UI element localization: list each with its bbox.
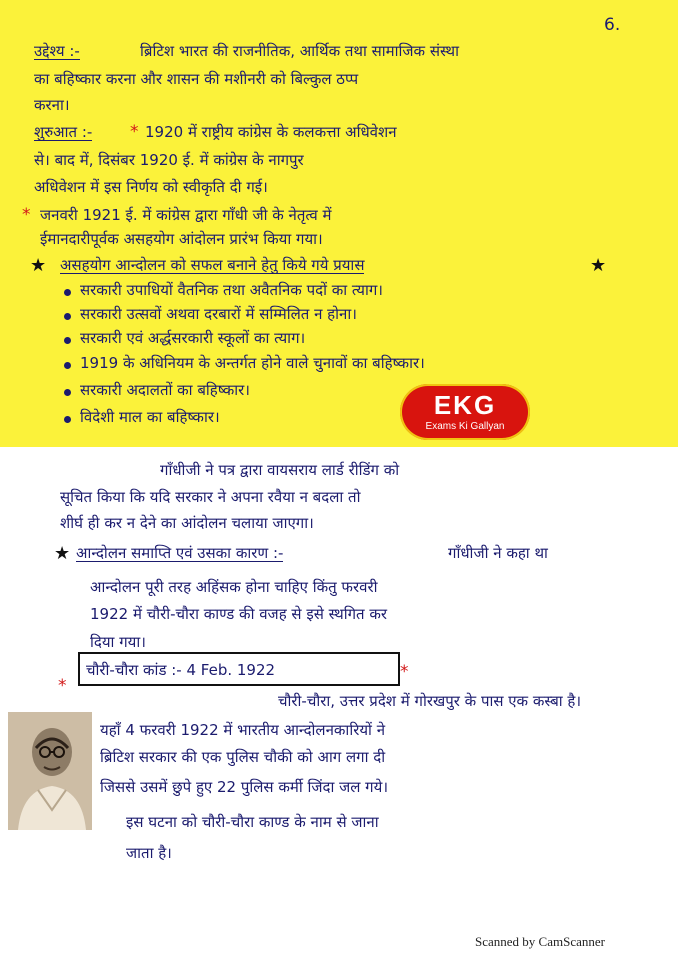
s1-line2: का बहिष्कार करना और शासन की मशीनरी को बिल्कुल ठप्प (34, 70, 359, 88)
s2-heading: शुरुआत :- (34, 123, 93, 141)
s6-line2: यहाँ 4 फरवरी 1922 में भारतीय आन्दोलनकारियों ने (100, 721, 386, 739)
s3-bullet-6: विदेशी माल का बहिष्कार। (80, 408, 220, 426)
bullet-icon (64, 289, 71, 296)
s5-heading: आन्दोलन समाप्ति एवं उसका कारण :- (76, 544, 284, 562)
s2-line2: से। बाद में, दिसंबर 1920 ई. में कांग्रेस के नागपुर (34, 151, 304, 169)
black-star-icon: ★ (30, 255, 47, 276)
s4-line3: शीर्घ ही कर न देने का आंदोलन चलाया जाएगा। (60, 514, 314, 532)
s2-line1: 1920 में राष्ट्रीय कांग्रेस के कलकत्ता अधिवेशन (145, 123, 397, 141)
s4-line1: गाँधीजी ने पत्र द्वारा वायसराय लार्ड रीडिंग को (160, 461, 400, 479)
s3-bullet-1: सरकारी उपाधियों वैतनिक तथा अवैतनिक पदों का त्याग। (80, 281, 383, 299)
s6-heading: चौरी-चौरा कांड :- 4 Feb. 1922 (86, 661, 276, 679)
s2-line3: अधिवेशन में इस निर्णय को स्वीकृति दी गई। (34, 178, 268, 196)
s6-line3: ब्रिटिश सरकार की एक पुलिस चौकी को आग लगा दी (100, 748, 386, 766)
red-star-icon: * (400, 662, 409, 682)
page-number: 6. (604, 15, 621, 35)
s3-bullet-2: सरकारी उत्सवों अथवा दरबारों में सम्मिलित न होना। (80, 305, 357, 323)
scanner-watermark: Scanned by CamScanner (475, 934, 605, 949)
s5-line3: 1922 में चौरी-चौरा काण्ड की वजह से इसे स्थगित कर (90, 605, 388, 623)
s4-line2: सूचित किया कि यदि सरकार ने अपना रवैया न बदला तो (60, 488, 361, 506)
bullet-icon (64, 313, 71, 320)
red-star-icon: * (58, 676, 67, 696)
s6-line1: चौरी-चौरा, उत्तर प्रदेश में गोरखपुर के पास एक कस्बा है। (278, 692, 582, 710)
s3-bullet-3: सरकारी एवं अर्द्धसरकारी स्कूलों का त्याग। (80, 329, 306, 347)
s2-line4: जनवरी 1921 ई. में कांग्रेस द्वारा गाँधी जी के नेतृत्व में (40, 206, 332, 224)
s6-line4: जिससे उसमें छुपे हुए 22 पुलिस कर्मी जिंदा जल गये। (100, 778, 389, 796)
logo-subtitle: Exams Ki Gallyan (425, 421, 505, 432)
s3-heading: असहयोग आन्दोलन को सफल बनाने हेतु किये गये प्रयास (60, 256, 365, 274)
red-star-icon: * (22, 205, 31, 225)
logo-title: EKG (433, 390, 497, 420)
ekg-logo (400, 384, 530, 440)
s1-line1: ब्रिटिश भारत की राजनीतिक, आर्थिक तथा सामाजिक संस्था (140, 42, 459, 60)
bullet-icon (64, 337, 71, 344)
bullet-icon (64, 389, 71, 396)
s5-line1: गाँधीजी ने कहा था (448, 544, 548, 562)
s5-line2: आन्दोलन पूरी तरह अहिंसक होना चाहिए किंतु फरवरी (90, 578, 378, 596)
black-star-icon: ★ (54, 543, 71, 564)
s2-line5: ईमानदारीपूर्वक असहयोग आंदोलन प्रारंभ किया गया। (40, 230, 323, 248)
s6-line5: इस घटना को चौरी-चौरा काण्ड के नाम से जाना (126, 813, 379, 831)
bullet-icon (64, 362, 71, 369)
black-star-icon: ★ (590, 255, 607, 276)
s3-bullet-4: 1919 के अधिनियम के अन्तर्गत होने वाले चुनावों का बहिष्कार। (80, 354, 425, 372)
s6-line6: जाता है। (126, 844, 172, 862)
red-star-icon: * (130, 122, 139, 142)
s5-line4: दिया गया। (90, 633, 146, 651)
bullet-icon (64, 416, 71, 423)
gandhi-portrait-image (8, 712, 92, 830)
s1-line3: करना। (34, 96, 70, 114)
s3-bullet-5: सरकारी अदालतों का बहिष्कार। (80, 381, 250, 399)
s1-heading: उद्देश्य :- (34, 42, 80, 60)
